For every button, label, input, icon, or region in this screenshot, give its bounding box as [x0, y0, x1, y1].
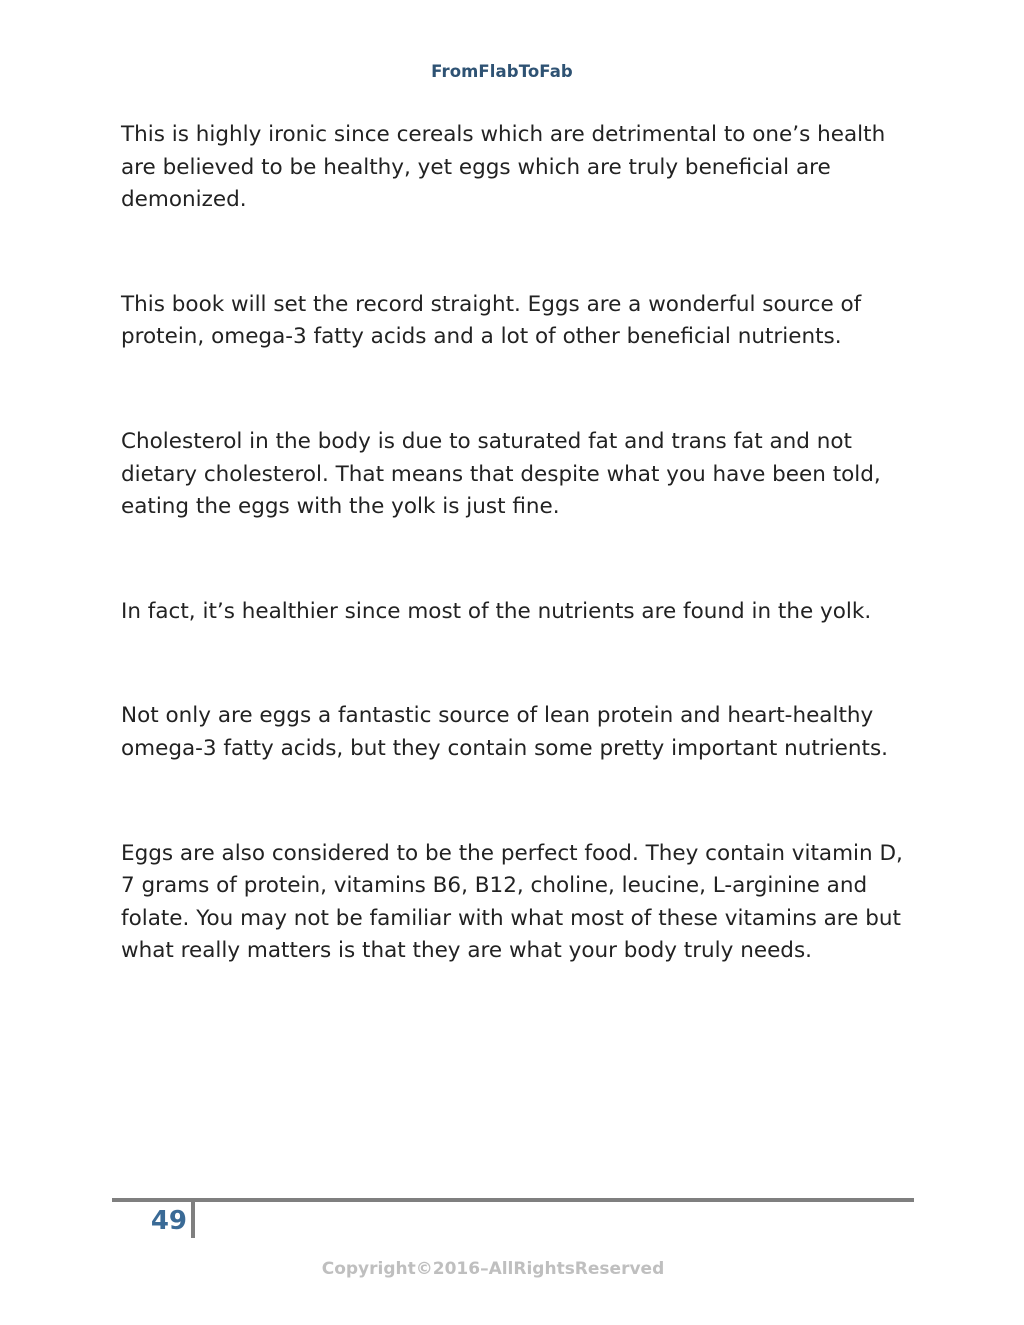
- paragraph: This is highly ironic since cereals which are detrimental to one’s health are believed to be healthy, yet eggs which are truly beneficial are demonized.: [121, 122, 886, 213]
- paragraph: Not only are eggs a fantastic source of lean protein and heart-healthy omega-3 fatty acids, but they contain some pretty important nutrients.: [121, 703, 888, 761]
- page-header-title: FromFlabToFab: [431, 62, 573, 81]
- paragraph: In fact, it’s healthier since most of the nutrients are found in the yolk.: [121, 598, 872, 624]
- copyright-notice: Copyright©2016–AllRightsReserved: [321, 1259, 665, 1279]
- paragraph: Cholesterol in the body is due to saturated fat and trans fat and not dietary cholesterol. That means that despite what you have been told, eating the eggs with the yolk is just fine.: [121, 428, 881, 520]
- page-number: 49: [150, 1206, 187, 1236]
- body-text: [121, 119, 911, 1040]
- page-number-divider: [191, 1200, 195, 1238]
- paragraph: This book will set the record straight. Eggs are a wonderful source of protein, omega-3 fatty acids and a lot of other beneficial nutrients.: [121, 291, 862, 350]
- footer-rule: [112, 1198, 914, 1202]
- paragraph: Eggs are also considered to be the perfect food. They contain vitamin D, 7 grams of protein, vitamins B6, B12, choline, leucine, L-arginine and folate. You may not be familiar with what most of these vitamins are but what really matters is that they are what your body truly needs.: [121, 840, 903, 964]
